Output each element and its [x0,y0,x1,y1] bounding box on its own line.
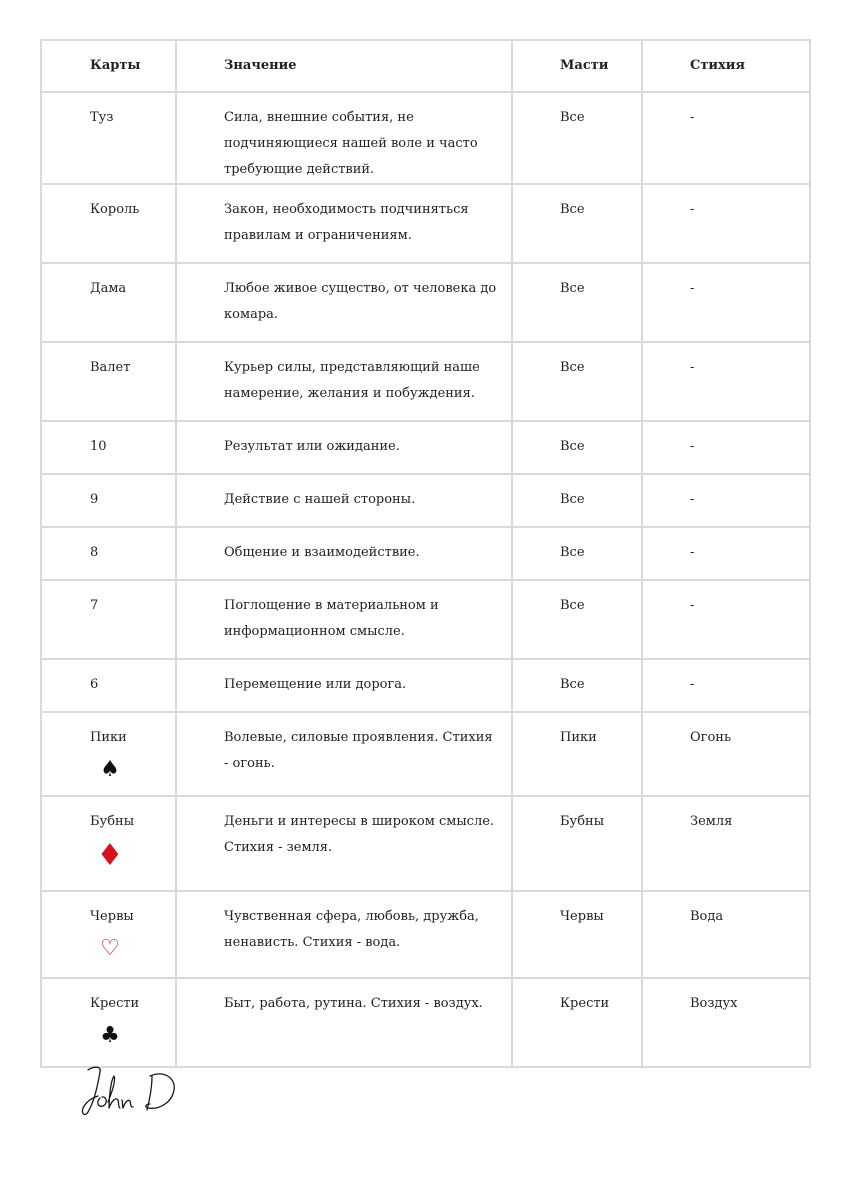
element-text: - [690,360,695,375]
card-cell [41,184,176,263]
element-text: - [690,281,695,296]
suit-cell [512,342,642,421]
diamond-icon: ♦ [96,838,124,873]
element-cell [642,92,810,184]
meaning-cell [176,891,512,978]
card-text: Туз [90,110,114,125]
meaning-cell [176,184,512,263]
card-cell [41,796,176,891]
meaning-cell [176,712,512,796]
suit-cell [512,796,642,891]
table-row [41,891,810,978]
club-icon: ♣ [100,1023,120,1048]
element-cell [642,978,810,1067]
suit-cell [512,659,642,712]
element-text: Земля [690,814,733,829]
card-text: 7 [90,598,99,613]
meaning-text: Сила, внешние события, не подчиняющиеся нашей воле и часто требующие действий. [224,110,478,177]
card-cell [41,580,176,659]
suit-cell [512,580,642,659]
suit-text: Все [560,492,585,507]
suit-text: Все [560,110,585,125]
card-cell [41,474,176,527]
meaning-cell [176,527,512,580]
suit-text: Крести [560,996,610,1011]
table-row [41,712,810,796]
element-cell [642,263,810,342]
suit-text: Все [560,439,585,454]
card-cell [41,421,176,474]
table-row [41,474,810,527]
card-cell [41,891,176,978]
table-row [41,978,810,1067]
header-element: Стихия [642,40,810,92]
suit-text: Все [560,281,585,296]
element-text: - [690,598,695,613]
meaning-text: Закон, необходимость подчиняться правилам и ограничениям. [224,202,469,243]
header-cards: Карты [41,40,176,92]
suit-cell [512,712,642,796]
element-cell [642,342,810,421]
element-text: - [690,677,695,692]
card-text: 9 [90,492,99,507]
meaning-text: Общение и взаимодействие. [224,545,420,560]
suit-text: Червы [560,909,604,924]
card-text: Дама [90,281,127,296]
element-cell [642,712,810,796]
cards-meaning-table [40,39,811,1068]
meaning-text: Чувственная сфера, любовь, дружба, ненависть. Стихия - вода. [224,909,479,950]
meaning-text: Поглощение в материальном и информационном смысле. [224,598,439,639]
meaning-text: Действие с нашей стороны. [224,492,416,507]
table-row [41,92,810,184]
meaning-cell [176,342,512,421]
element-cell [642,421,810,474]
table-row [41,184,810,263]
suit-text: Все [560,360,585,375]
element-text: - [690,110,695,125]
card-text: 6 [90,677,99,692]
meaning-cell [176,474,512,527]
table-row [41,580,810,659]
card-cell [41,978,176,1067]
element-cell [642,891,810,978]
header-suits: Масти [512,40,642,92]
card-cell [41,92,176,184]
element-cell [642,184,810,263]
suit-text: Все [560,677,585,692]
spade-icon: ♠ [100,757,120,782]
meaning-cell [176,263,512,342]
card-cell [41,527,176,580]
element-cell [642,527,810,580]
meaning-cell [176,978,512,1067]
element-text: - [690,492,695,507]
element-cell [642,580,810,659]
suit-text: Все [560,202,585,217]
meaning-text: Волевые, силовые проявления. Стихия - огонь. [224,730,493,771]
table-row [41,421,810,474]
table-header-row [41,40,810,92]
suit-cell [512,474,642,527]
element-text: Вода [690,909,724,924]
header-meaning: Значение [176,40,512,92]
table-row [41,796,810,891]
suit-cell [512,891,642,978]
meaning-text: Перемещение или дорога. [224,677,407,692]
suit-text: Все [560,545,585,560]
meaning-text: Курьер силы, представляющий наше намерение, желания и побуждения. [224,360,480,401]
meaning-cell [176,421,512,474]
meaning-cell [176,659,512,712]
element-cell [642,796,810,891]
suit-cell [512,92,642,184]
element-text: - [690,545,695,560]
suit-text: Пики [560,730,597,745]
card-text: Пики [90,730,127,745]
meaning-cell [176,92,512,184]
meaning-text: Результат или ожидание. [224,439,400,454]
element-text: Огонь [690,730,732,745]
table-row [41,342,810,421]
suit-cell [512,421,642,474]
table-row [41,659,810,712]
meaning-text: Любое живое существо, от человека до комара. [224,281,497,322]
card-text: Король [90,202,140,217]
card-text: Бубны [90,814,135,829]
meaning-cell [176,796,512,891]
card-cell [41,712,176,796]
element-text: Воздух [690,996,738,1011]
suit-cell [512,184,642,263]
suit-cell [512,263,642,342]
table-row [41,527,810,580]
meaning-cell [176,580,512,659]
card-cell [41,342,176,421]
card-cell [41,263,176,342]
signature [78,1062,188,1122]
card-text: 10 [90,439,107,454]
heart-icon: ♡ [100,936,120,961]
element-text: - [690,439,695,454]
element-text: - [690,202,695,217]
element-cell [642,474,810,527]
suit-text: Все [560,598,585,613]
table-row [41,263,810,342]
suit-cell [512,978,642,1067]
card-text: Червы [90,909,134,924]
element-cell [642,659,810,712]
meaning-text: Деньги и интересы в широком смысле. Стихия - земля. [224,814,495,855]
table-body [41,92,810,1067]
card-text: 8 [90,545,99,560]
meaning-text: Быт, работа, рутина. Стихия - воздух. [224,996,483,1011]
card-text: Валет [90,360,131,375]
card-cell [41,659,176,712]
card-text: Крести [90,996,140,1011]
suit-cell [512,527,642,580]
suit-text: Бубны [560,814,605,829]
